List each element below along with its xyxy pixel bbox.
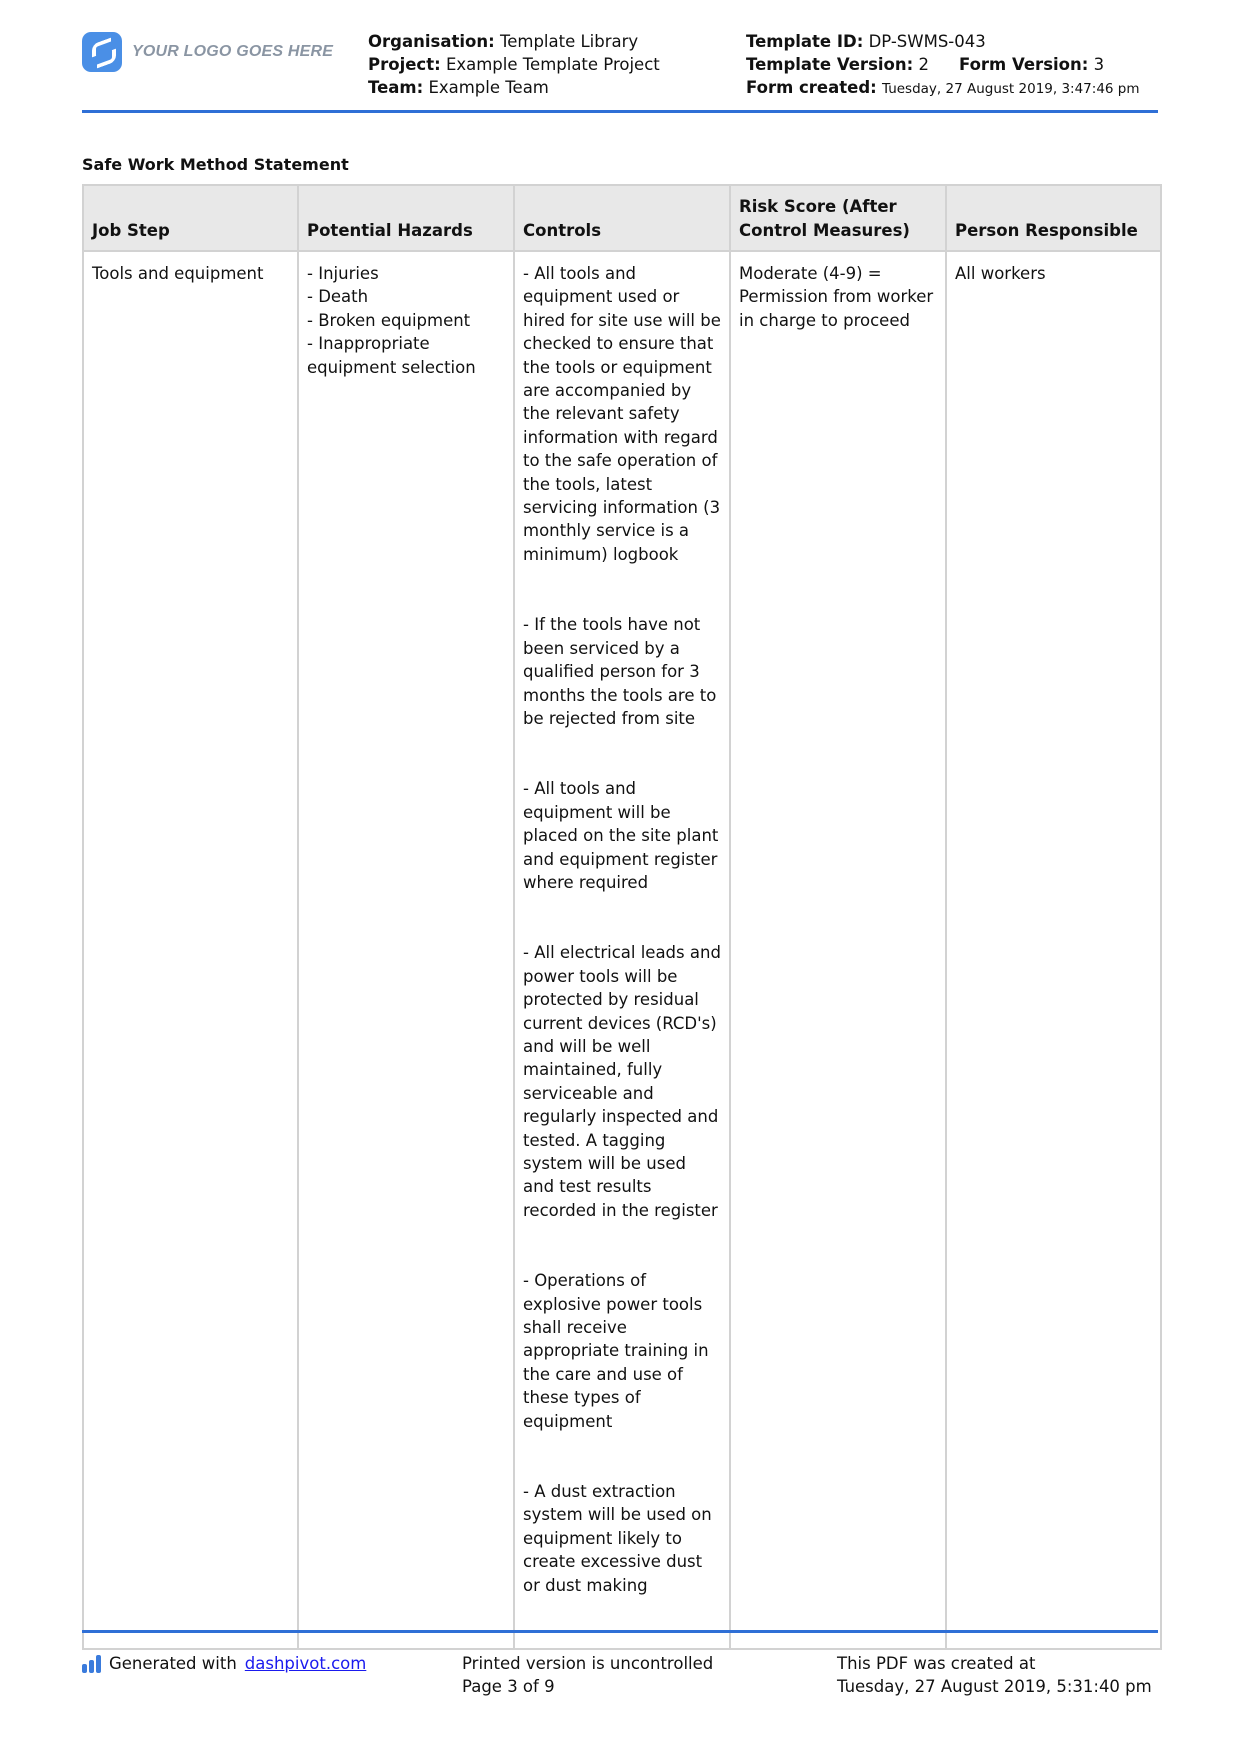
header-meta-left bbox=[368, 30, 660, 99]
column-header-potential-hazards: Potential Hazards bbox=[298, 185, 514, 251]
cell-risk-score: Moderate (4-9) = Permission from worker in charge to proceed bbox=[730, 251, 946, 1649]
column-header-controls: Controls bbox=[514, 185, 730, 251]
cell-person-responsible: All workers bbox=[946, 251, 1161, 1649]
swms-table bbox=[82, 184, 1162, 1650]
pdf-created-info bbox=[837, 1652, 1167, 1698]
logo-icon bbox=[82, 32, 122, 72]
page-number: Page 3 of 9 bbox=[462, 1677, 555, 1696]
template-id-line bbox=[746, 30, 1140, 53]
form-version-value: 3 bbox=[1093, 55, 1105, 74]
printed-note: Printed version is uncontrolled bbox=[462, 1654, 714, 1673]
project-label: Project: bbox=[368, 55, 441, 74]
control-item: - A dust extraction system will be used on equipment likely to create excessive dust or dust making bbox=[523, 1482, 712, 1595]
form-created-label: Form created: bbox=[746, 78, 877, 97]
hazard-item: - Inappropriate equipment selection bbox=[307, 334, 476, 377]
header-meta-right bbox=[746, 30, 1140, 101]
version-line bbox=[746, 53, 1140, 76]
print-info bbox=[462, 1652, 713, 1698]
control-item: - Operations of explosive power tools shall receive appropriate training in the care and use of these types of equipment bbox=[523, 1271, 709, 1431]
project-line bbox=[368, 53, 660, 76]
hazard-item: - Injuries bbox=[307, 264, 379, 283]
generated-with bbox=[82, 1652, 366, 1675]
cell-potential-hazards bbox=[298, 251, 514, 1649]
hazard-item: - Death bbox=[307, 287, 369, 307]
template-id-value: DP-SWMS-043 bbox=[868, 32, 986, 51]
pdf-created-label: This PDF was created at bbox=[837, 1654, 1036, 1673]
organisation-label: Organisation: bbox=[368, 32, 495, 51]
organisation-value: Template Library bbox=[499, 32, 639, 51]
form-created-value: Tuesday, 27 August 2019, 3:47:46 pm bbox=[882, 81, 1140, 97]
column-header-risk-score: Risk Score (After Control Measures) bbox=[730, 185, 946, 251]
control-item: - All tools and equipment will be placed on the site plant and equipment register where required bbox=[523, 779, 719, 892]
header-divider bbox=[82, 110, 1158, 113]
control-item: - All electrical leads and power tools will be protected by residual current devices (RCD's) and will be well maintained, fully serviceable and regularly inspected and tested. A tagging system will be used and test results recorded in the register bbox=[523, 943, 721, 1220]
control-item: - All tools and equipment used or hired for site use will be checked to ensure that the tools or equipment are accompanied by the relevant safety information with regard to the safe operation of the tools, latest servicing information (3 monthly service is a minimum) logbook bbox=[523, 264, 721, 564]
dashpivot-link[interactable]: dashpivot.com bbox=[244, 1654, 367, 1673]
form-created-line bbox=[746, 76, 1140, 101]
column-header-person-responsible: Person Responsible bbox=[946, 185, 1161, 251]
section-title: Safe Work Method Statement bbox=[82, 155, 349, 174]
template-version-value: 2 bbox=[918, 55, 929, 74]
generated-prefix: Generated with bbox=[109, 1654, 237, 1673]
cell-job-step: Tools and equipment bbox=[83, 251, 298, 1649]
team-line bbox=[368, 76, 660, 99]
dashpivot-bars-icon bbox=[82, 1655, 101, 1673]
company-logo bbox=[82, 32, 333, 72]
team-value: Example Team bbox=[428, 78, 549, 97]
pdf-created-value: Tuesday, 27 August 2019, 5:31:40 pm bbox=[837, 1677, 1152, 1696]
organisation-line bbox=[368, 30, 660, 53]
template-id-label: Template ID: bbox=[746, 32, 864, 51]
logo-text: YOUR LOGO GOES HERE bbox=[132, 43, 334, 60]
form-version-label: Form Version: bbox=[958, 55, 1089, 74]
page-header bbox=[82, 28, 1164, 112]
project-value: Example Template Project bbox=[445, 55, 660, 74]
table-header-row bbox=[83, 185, 1161, 251]
cell-controls bbox=[514, 251, 730, 1649]
template-version-label: Template Version: bbox=[746, 55, 914, 74]
control-item: - If the tools have not been serviced by a qualified person for 3 months the tools are to be rejected from site bbox=[523, 615, 717, 728]
hazard-item: - Broken equipment bbox=[307, 310, 471, 330]
table-row bbox=[83, 251, 1161, 1649]
column-header-job-step: Job Step bbox=[83, 185, 298, 251]
footer-divider bbox=[82, 1630, 1158, 1633]
team-label: Team: bbox=[368, 78, 424, 97]
